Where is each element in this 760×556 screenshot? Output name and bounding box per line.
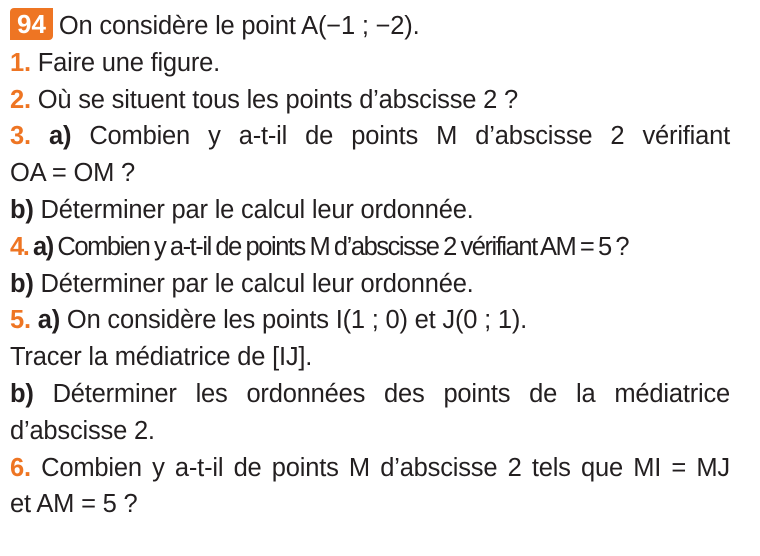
question-4a-label: a) [33, 232, 53, 261]
question-5a-line-2 [10, 339, 730, 376]
question-6-line-2 [10, 486, 730, 523]
question-1 [10, 45, 730, 82]
question-4b-text: Déterminer par le calcul leur ordonnée. [33, 269, 474, 298]
question-3a-text-1: Combien y a-t-il de points M d’abscisse 2 vérifiant [89, 122, 730, 151]
question-6-text-2: et AM = 5 ? [10, 490, 138, 519]
question-4a [10, 229, 730, 266]
question-5b-label: b) [10, 379, 34, 408]
question-3a-line-2 [10, 155, 730, 192]
question-6-text-1: Combien y a-t-il de points M d’abscisse 2 tels que MI = MJ [41, 453, 730, 482]
exercise-intro-line [10, 8, 730, 45]
question-1-text: Faire une figure. [30, 48, 221, 77]
question-4b-label: b) [10, 269, 34, 298]
question-3b-text: Déterminer par le calcul leur ordonnée. [33, 195, 474, 224]
question-5a-label: a) [37, 306, 61, 335]
question-5a-line-1 [10, 302, 730, 339]
question-3a-text-2: OA = OM ? [10, 159, 136, 188]
question-3a-line-1 [10, 118, 730, 155]
question-1-number: 1. [10, 48, 31, 77]
question-2-text: Où se situent tous les points d’abscisse 2 ? [30, 85, 518, 114]
question-3b-label: b) [10, 195, 34, 224]
question-5b-text-2: d’abscisse 2. [10, 416, 155, 445]
question-5b-line-1 [10, 376, 730, 413]
question-3a-label: a) [48, 122, 72, 151]
question-6-number: 6. [10, 453, 31, 482]
question-5a-text-2: Tracer la médiatrice de [IJ]. [10, 343, 313, 372]
question-5-number: 5. [10, 306, 31, 335]
question-2 [10, 82, 730, 119]
question-5a-text-1: On considère les points I(1 ; 0) et J(0 ; 1). [60, 306, 528, 335]
question-2-number: 2. [10, 85, 31, 114]
exercise-intro-text: On considère le point A(−1 ; −2). [58, 12, 420, 40]
question-3b [10, 192, 730, 229]
exercise-94 [10, 8, 730, 523]
question-4a-text: Combien y a-t-il de points M d’abscisse 2 vérifiant AM = 5 ? [52, 232, 629, 261]
exercise-number-badge: 94 [10, 8, 53, 40]
question-3-number: 3. [10, 122, 31, 151]
question-4b [10, 266, 730, 303]
question-4-number: 4. [10, 232, 29, 261]
question-6-line-1 [10, 450, 730, 487]
question-5b-text-1: Déterminer les ordonnées des points de la médiatrice [52, 379, 730, 408]
question-5b-line-2 [10, 413, 730, 450]
